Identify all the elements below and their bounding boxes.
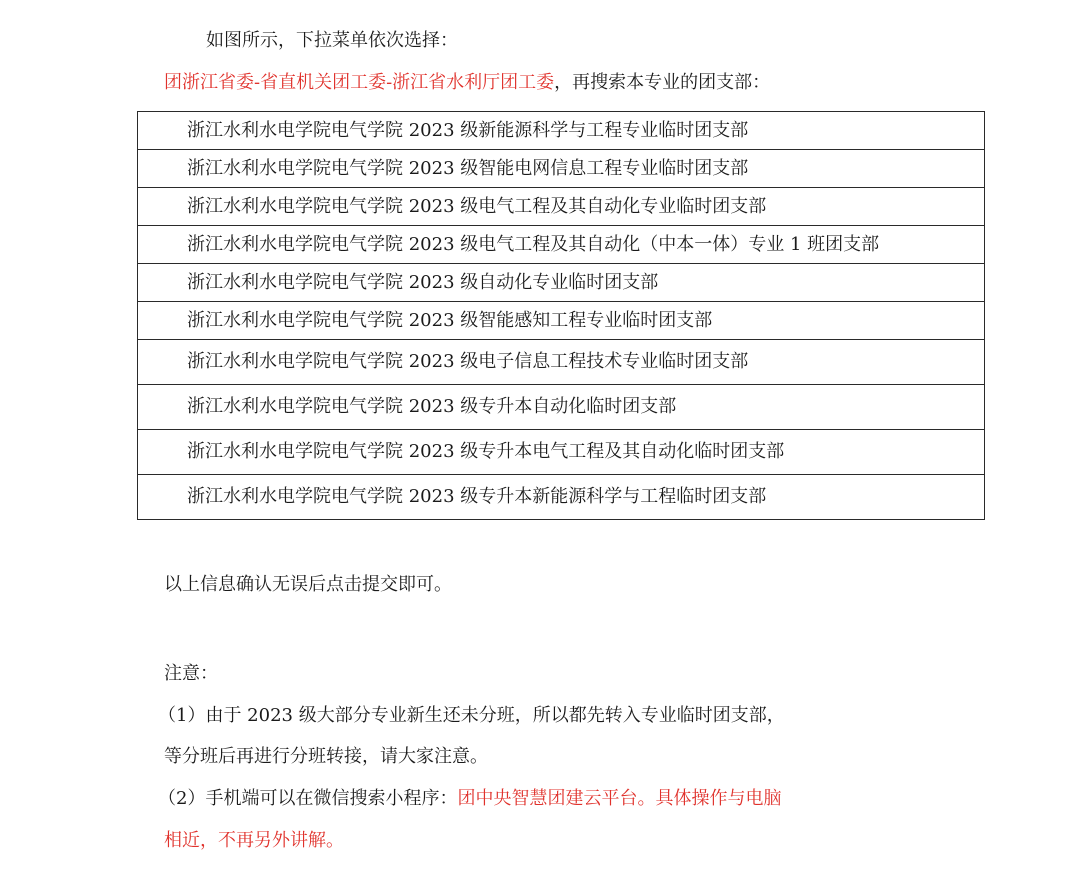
table-row — [138, 264, 985, 302]
branch-cell: 浙江水利水电学院电气学院 2023 级电子信息工程技术专业临时团支部 — [138, 340, 985, 385]
branch-cell: 浙江水利水电学院电气学院 2023 级智能感知工程专业临时团支部 — [138, 302, 985, 340]
table-row — [138, 302, 985, 340]
table-row — [138, 430, 985, 475]
note-2-line-1 — [158, 787, 781, 811]
menu-path-highlight: 团浙江省委-省直机关团工委-浙江省水利厅团工委 — [164, 72, 555, 93]
table-row — [138, 475, 985, 520]
branch-cell: 浙江水利水电学院电气学院 2023 级专升本电气工程及其自动化临时团支部 — [138, 430, 985, 475]
branch-cell: 浙江水利水电学院电气学院 2023 级电气工程及其自动化（中本一体）专业 1 班团支部 — [138, 226, 985, 264]
branch-table — [137, 111, 985, 520]
table-row — [138, 340, 985, 385]
notes-title: 注意： — [164, 663, 218, 684]
branch-cell: 浙江水利水电学院电气学院 2023 级电气工程及其自动化专业临时团支部 — [138, 188, 985, 226]
menu-path-line — [164, 71, 770, 95]
menu-path-rest: ，再搜索本专业的团支部： — [554, 72, 771, 93]
intro-text: 如图所示，下拉菜单依次选择： — [206, 30, 458, 51]
note-2-line-2: 相近，不再另外讲解。 — [164, 830, 344, 851]
table-row — [138, 188, 985, 226]
note-2-prefix: （2）手机端可以在微信搜索小程序： — [158, 788, 458, 809]
branch-cell: 浙江水利水电学院电气学院 2023 级新能源科学与工程专业临时团支部 — [138, 112, 985, 150]
note-1-line-1: （1）由于 2023 级大部分专业新生还未分班，所以都先转入专业临时团支部， — [158, 705, 785, 726]
confirm-text: 以上信息确认无误后点击提交即可。 — [164, 574, 452, 595]
table-row — [138, 226, 985, 264]
branch-cell: 浙江水利水电学院电气学院 2023 级专升本新能源科学与工程临时团支部 — [138, 475, 985, 520]
branch-cell: 浙江水利水电学院电气学院 2023 级自动化专业临时团支部 — [138, 264, 985, 302]
branch-cell: 浙江水利水电学院电气学院 2023 级专升本自动化临时团支部 — [138, 385, 985, 430]
table-row — [138, 112, 985, 150]
table-row — [138, 385, 985, 430]
note-2-highlight: 团中央智慧团建云平台。具体操作与电脑 — [457, 788, 782, 809]
branch-cell: 浙江水利水电学院电气学院 2023 级智能电网信息工程专业临时团支部 — [138, 150, 985, 188]
note-1-line-2: 等分班后再进行分班转接，请大家注意。 — [164, 746, 488, 767]
table-row — [138, 150, 985, 188]
